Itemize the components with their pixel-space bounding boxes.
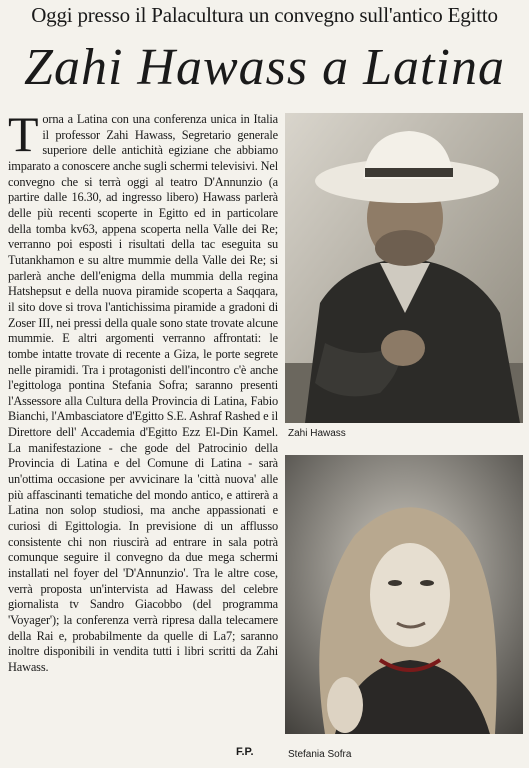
photo-stefania-sofra [285,455,523,734]
photo-zahi-hawass [285,113,523,423]
drop-cap: T [8,106,39,162]
article-body [8,106,278,676]
photo-caption: Stefania Sofra [288,749,352,760]
article-kicker: Oggi presso il Palacultura un convegno sull'antico Egitto [31,3,498,27]
article-headline: Zahi Hawass a Latina [24,39,505,96]
author-signature: F.P. [236,746,254,758]
photo-caption: Zahi Hawass [288,428,346,439]
article-body-text: orna a Latina con una conferenza unica in Italia il professor Zahi Hawass, Segretario generale superiore delle antichità egiziane che abbiamo imparato a conoscere anche sugli schermi televisivi. Nel convegno che si terrà oggi al teatro D'Annunzio (a partire dalle 16.30, ad ingresso libero) Hawass parlerà delle più recenti scoperte in Egitto ed in particolare della tomba kv63, appena scoperta nella Valle dei Re; verranno poi esposti i risultati della tac eseguita su Tutankhamon e su altre mummie della Valle dei Re; si parlerà anche dell'enigma della mummia della regina Hatshepsut e della nuova piramide scoperta a Saqqara, il sito dove si trova l'antichissima piramide a gradoni di Zoser III, nei pressi della quale sono state trovate alcune mummie. E altri argomenti verranno affrontati: le tombe intatte trovate di recente a Giza, le porte segrete nelle piramidi. Tra i protagonisti dell'incontro c'è anche l'egittologa pontina Stefania Sofra; saranno presenti l'Assessore alla Cultura della Provincia di Latina, Fabio Bianchi, l'Ambasciatore d'Egitto S.E. Ashraf Rashed e il Direttore dell' Accademia d'Egitto Ezz El-Din Kamel. La manifestazione - che gode del Patrocinio della Provincia di Latina e del Comune di Latina - sarà un'ottima occasione per avvicinare la 'città nuova' alle più affascinanti tematiche del mondo antico, e attirerà a Latina non solop studiosi, ma anche appassionati e curiosi di Egittologia. In previsione di un afflusso consistente chi non riuscirà ad entrare in sala potrà comunque seguire il convegno da due mega schermi installati nel foyer del 'D'Annunzio'. Tra le altre cose, verrà proposta un'intervista ad Hawass del celebre giornalista tv Sandro Giacobbo (del programma 'Voyager'); la conferenza verrà ripresa dalla telecamere della Rai e, probabilmente da quelle di La7; saranno inoltre disponibili in vendita tutti i libri scritti da Zahi Hawass. [8,112,278,674]
